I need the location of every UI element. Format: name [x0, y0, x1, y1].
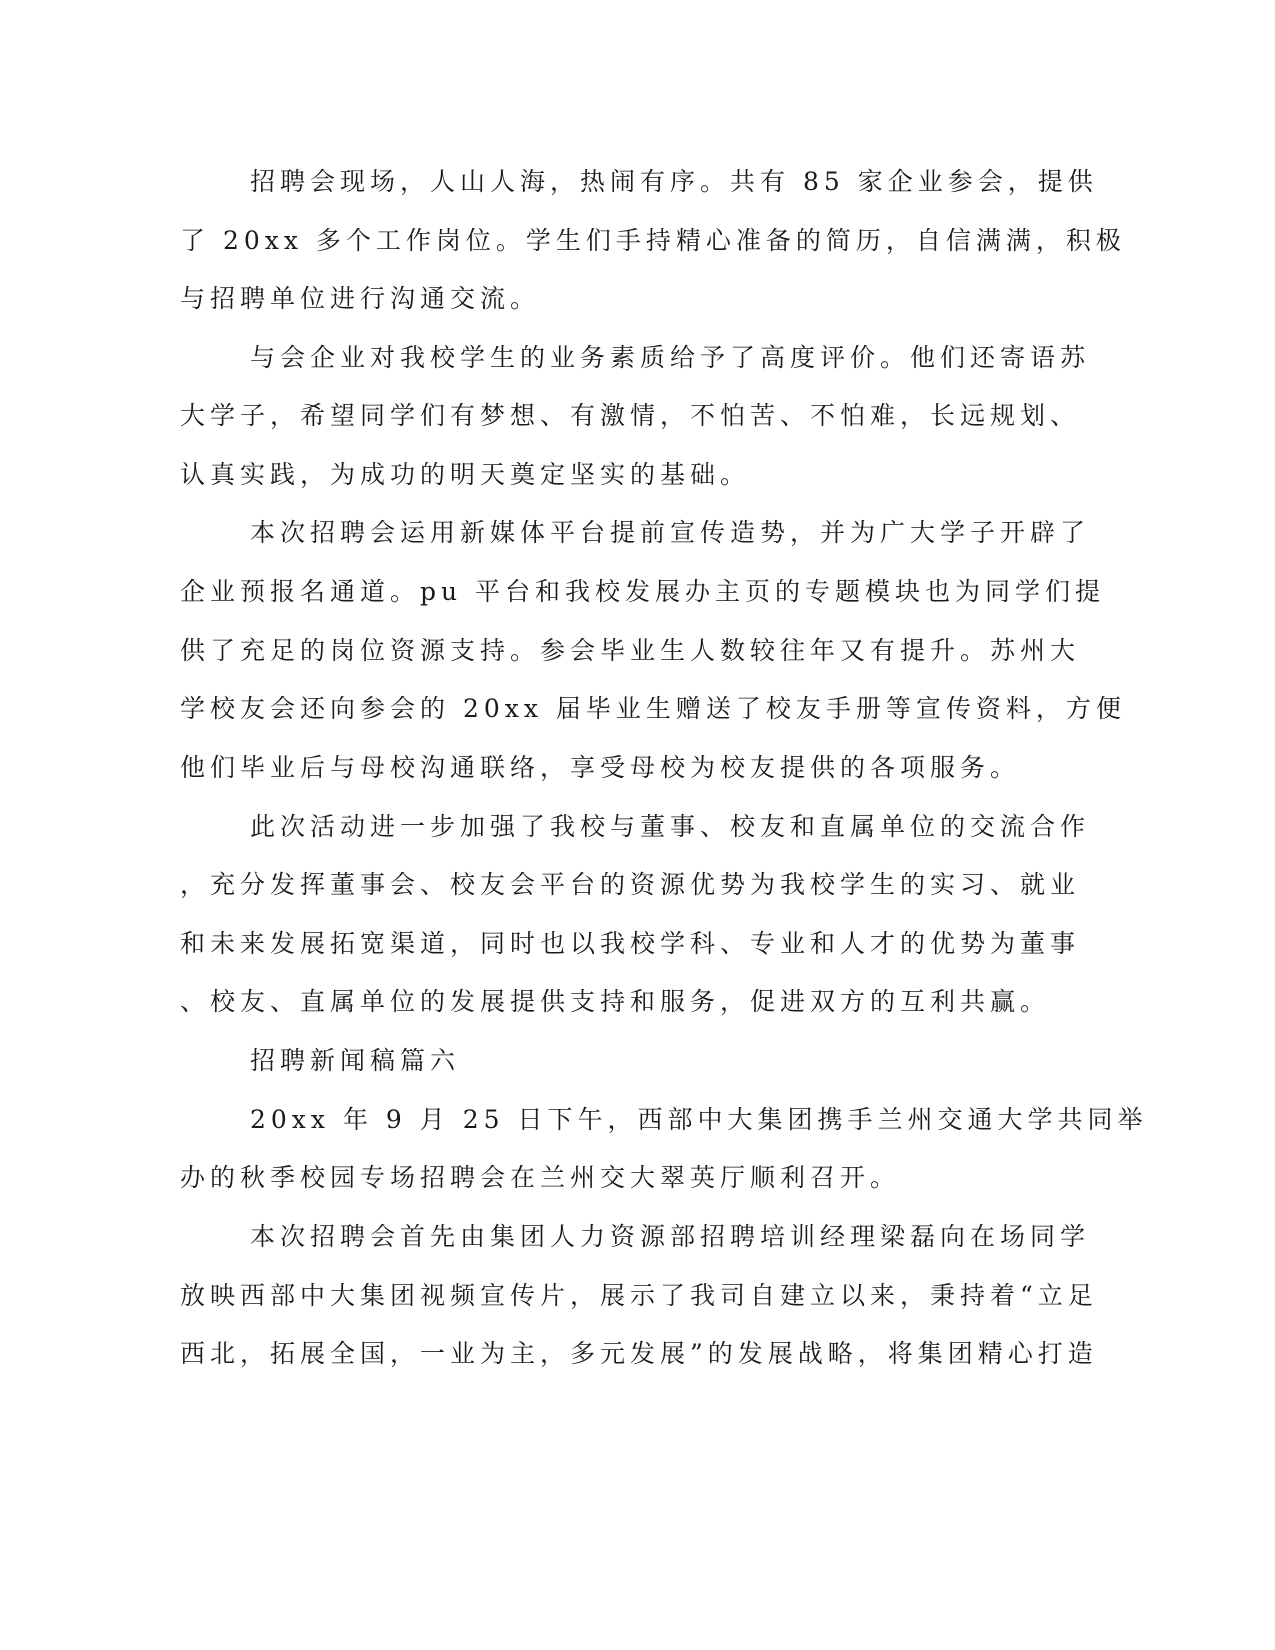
text-line: 和未来发展拓宽渠道，同时也以我校学科、专业和人才的优势为董事	[180, 929, 1081, 958]
text-line: 与会企业对我校学生的业务素质给予了高度评价。他们还寄语苏	[250, 343, 1091, 372]
text-line: 他们毕业后与母校沟通联络，享受母校为校友提供的各项服务。	[180, 753, 1021, 782]
text-line: 此次活动进一步加强了我校与董事、校友和直属单位的交流合作	[250, 812, 1091, 841]
text-line: 企业预报名通道。pu 平台和我校发展办主页的专题模块也为同学们提	[180, 577, 1106, 606]
text-line: 放映西部中大集团视频宣传片，展示了我司自建立以来，秉持着“立足	[180, 1281, 1098, 1310]
text-line: 办的秋季校园专场招聘会在兰州交大翠英厅顺利召开。	[180, 1163, 901, 1192]
text-line: 大学子，希望同学们有梦想、有激情，不怕苦、不怕难，长远规划、	[180, 401, 1081, 430]
text-line: 本次招聘会运用新媒体平台提前宣传造势，并为广大学子开辟了	[250, 518, 1091, 547]
text-line: 西北，拓展全国，一业为主，多元发展”的发展战略，将集团精心打造	[180, 1339, 1098, 1368]
text-line: 本次招聘会首先由集团人力资源部招聘培训经理梁磊向在场同学	[250, 1222, 1091, 1251]
text-line: 招聘会现场，人山人海，热闹有序。共有 85 家企业参会，提供	[250, 167, 1098, 196]
text-line: 学校友会还向参会的 20xx 届毕业生赠送了校友手册等宣传资料，方便	[180, 694, 1126, 723]
text-line: 与招聘单位进行沟通交流。	[180, 284, 541, 313]
text-line: 、校友、直属单位的发展提供支持和服务，促进双方的互利共赢。	[180, 987, 1051, 1016]
text-line: 了 20xx 多个工作岗位。学生们手持精心准备的简历，自信满满，积极	[180, 226, 1126, 255]
text-line: 20xx 年 9 月 25 日下午，西部中大集团携手兰州交通大学共同举	[250, 1105, 1148, 1134]
text-line: 供了充足的岗位资源支持。参会毕业生人数较往年又有提升。苏州大	[180, 636, 1081, 665]
text-line: 认真实践，为成功的明天奠定坚实的基础。	[180, 460, 751, 489]
heading-line: 招聘新闻稿篇六	[250, 1046, 461, 1075]
text-line: ，充分发挥董事会、校友会平台的资源优势为我校学生的实习、就业	[180, 870, 1081, 899]
